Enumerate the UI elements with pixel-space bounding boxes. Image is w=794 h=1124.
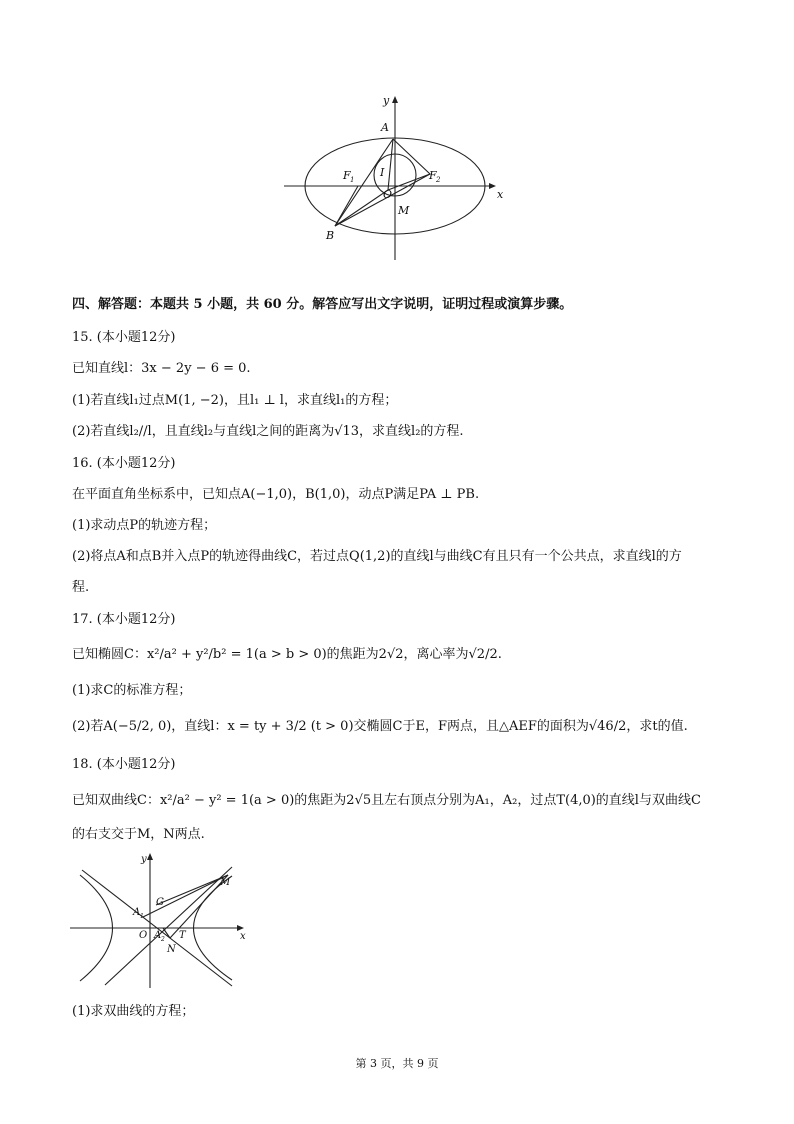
q16-part1: (1)求动点P的轨迹方程； <box>72 518 217 533</box>
label-f2-sub: 2 <box>436 176 441 184</box>
label-f1-sub: 1 <box>350 176 355 184</box>
segment-b-i <box>335 190 388 226</box>
y-axis-arrow <box>147 853 153 860</box>
q16-stem: 在平面直角坐标系中，已知点A(−1,0)，B(1,0)，动点P满足PA ⊥ PB. <box>72 487 480 502</box>
q17-stem: 已知椭圆C：x²/a² + y²/b² = 1(a > b > 0)的焦距为2√2，离心率为√2/2. <box>72 647 502 662</box>
segment-g-m <box>156 875 228 905</box>
q16-number: 16. (本小题12分) <box>72 456 176 471</box>
ellipse-figure <box>280 90 520 270</box>
q18-part1: (1)求双曲线的方程； <box>72 1004 195 1019</box>
label-a1: A <box>133 907 141 918</box>
label-a: A <box>381 121 389 134</box>
label-t: T <box>179 930 186 941</box>
page-footer: 第 3 页，共 9 页 <box>355 1057 439 1070</box>
segment-a-o <box>388 139 393 190</box>
label-f1: F <box>343 169 351 182</box>
q17-part2: (2)若A(−5/2, 0)，直线l：x = ty + 3/2 (t > 0)交椭圆C于E，F两点，且△AEF的面积为√46/2，求t的值. <box>72 719 688 734</box>
label-a2-sub: 2 <box>161 936 165 943</box>
hyperbola-figure <box>65 850 255 990</box>
label-b: B <box>326 229 335 242</box>
q18-stem-line1: 已知双曲线C：x²/a² − y² = 1(a > 0)的焦距为2√5且左右顶点分别为A₁，A₂，过点T(4,0)的直线l与双曲线C <box>72 793 701 808</box>
label-a2: A <box>154 930 162 941</box>
label-x: x <box>240 931 246 942</box>
label-o: O <box>383 188 393 201</box>
q15-part2: (2)若直线l₂//l，且直线l₂与直线l之间的距离为√13，求直线l₂的方程. <box>72 424 464 439</box>
q15-part1: (1)若直线l₁过点M(1, −2)，且l₁ ⊥ l，求直线l₁的方程； <box>72 393 398 408</box>
label-x: x <box>497 188 504 201</box>
label-y: y <box>141 854 147 865</box>
label-g: G <box>156 897 164 908</box>
section-heading: 四、解答题：本题共 5 小题，共 60 分。解答应写出文字说明，证明过程或演算步骤。 <box>72 297 573 312</box>
x-axis-arrow <box>489 183 496 189</box>
q17-number: 17. (本小题12分) <box>72 612 176 627</box>
label-f2: F <box>429 169 437 182</box>
label-n: N <box>167 944 176 955</box>
q16-part2-line2: 程. <box>72 580 90 595</box>
q17-part1: (1)求C的标准方程； <box>72 683 192 698</box>
label-m: M <box>220 877 231 888</box>
y-axis-arrow <box>392 96 398 103</box>
segment-i-f2 <box>388 174 430 190</box>
asymptote-1 <box>105 867 232 985</box>
label-m: M <box>398 204 410 217</box>
label-a1-sub: 1 <box>140 913 144 920</box>
q18-number: 18. (本小题12分) <box>72 757 176 772</box>
q18-stem-line2: 的右支交于M，N两点. <box>72 827 205 842</box>
q15-stem: 已知直线l：3x − 2y − 6 = 0. <box>72 361 251 376</box>
label-y: y <box>383 94 390 107</box>
label-i: I <box>380 166 385 179</box>
q16-part2-line1: (2)将点A和点B并入点P的轨迹得曲线C，若过点Q(1,2)的直线l与曲线C有且只有一个公共点，求直线l的方 <box>72 549 682 564</box>
label-o: O <box>139 930 148 941</box>
q15-number: 15. (本小题12分) <box>72 330 176 345</box>
